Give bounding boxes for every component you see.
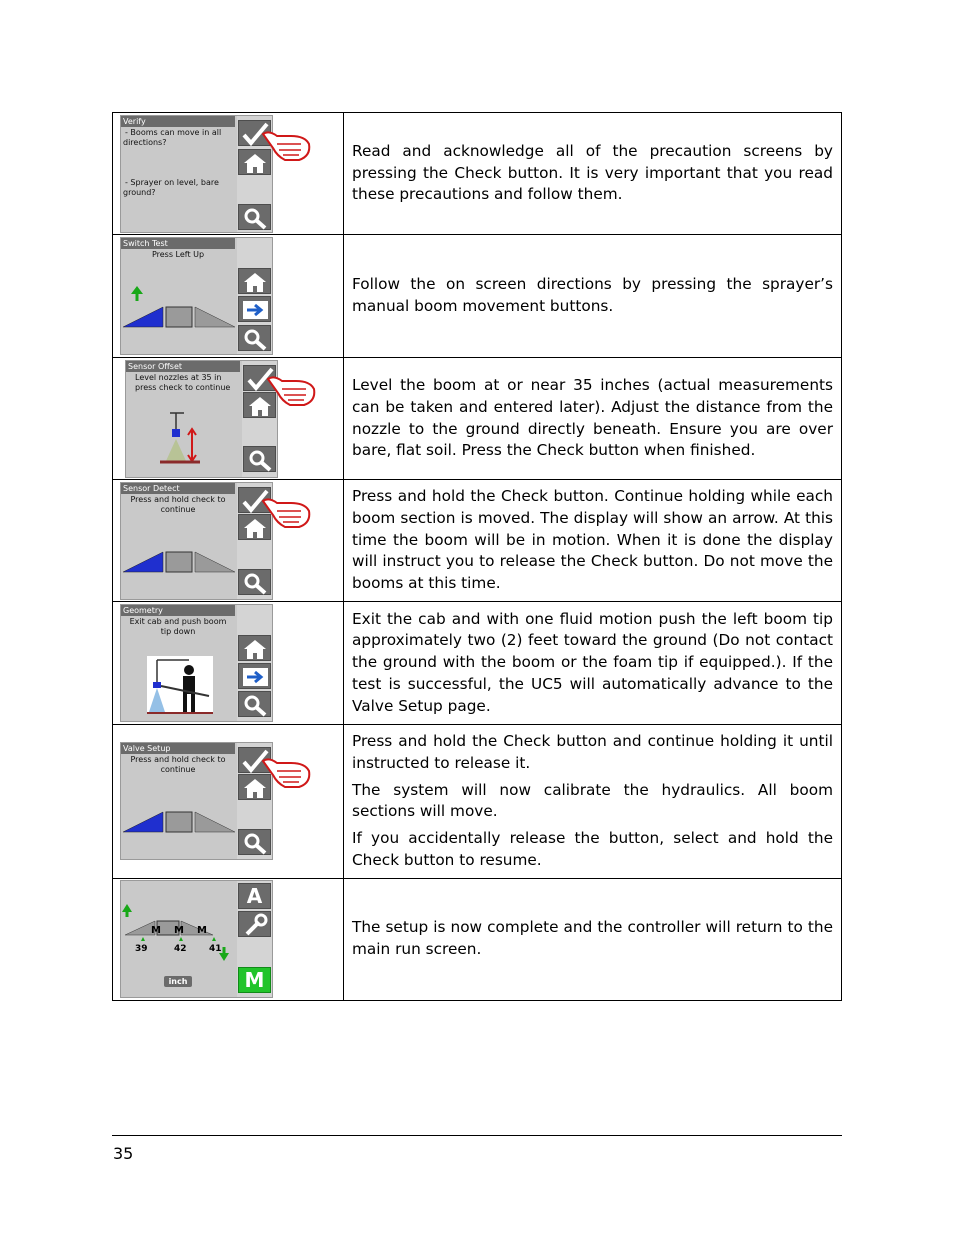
home-button[interactable] [238,635,271,661]
instruction-text: Press and hold the Check button and continue holding it until instructed to release it. The system will now calibrate the hydraulics. All boom sections will move. If you accidentally release the button, select and hold the Check button to resume. [344,725,842,879]
table-row [113,725,842,879]
right-boom [195,307,235,327]
pointing-hand-icon [261,753,313,791]
instruction-text: Follow the on screen directions by pressing the sprayer’s manual boom movement buttons. [344,235,842,358]
valve-setup-screen [120,742,273,860]
sensor-offset-screen [125,360,278,478]
arrow-right-icon [239,297,272,323]
magnifier-icon [239,830,272,856]
screen-sidebar [237,605,272,721]
wrench-icon [239,912,272,938]
screen-image-cell [113,235,344,358]
switch-test-screen [120,237,273,355]
magnifier-icon [239,570,272,596]
screen-image-cell [113,878,344,1000]
screen-title: Verify [121,116,235,127]
table-row [113,602,842,725]
screen-image-cell [113,113,344,235]
instruction-text: Read and acknowledge all of the precaution screens by pressing the Check button. It is very important that you read these precautions and follow them. [344,113,842,235]
instruction-table [112,112,842,1001]
page-number: 35 [113,1144,134,1163]
pointing-hand-icon [266,371,318,409]
manual-mode-button[interactable]: M [238,967,271,993]
next-button[interactable] [238,296,271,322]
table-row [113,358,842,480]
push-boom-diagram [147,656,213,714]
table-row [113,235,842,358]
center-boom [166,552,192,572]
instruction-text: Level the boom at or near 35 inches (actual measurements can be taken and entered later). Adjust the distance from the nozzle to the ground directly beneath. Ensure you are over bare, flat soil. Press the Check button when finished. [344,358,842,480]
down-arrow-icon [219,953,229,961]
table-row [113,878,842,1000]
right-boom [195,552,235,572]
auto-mode-button[interactable]: A [238,883,271,909]
screen-sidebar [237,881,272,997]
screen-sidebar [237,238,272,354]
screen-image-cell [113,602,344,725]
unit-badge[interactable]: inch [164,976,192,987]
section-label: M [197,925,207,937]
screen-title: Valve Setup [121,743,235,754]
footer-rule [112,1135,842,1136]
home-icon [239,636,272,662]
search-button[interactable] [238,829,271,855]
pointing-hand-icon [261,493,313,531]
section-label: M [174,925,184,937]
home-icon [239,269,272,295]
screen-message: Press and hold check to continue [130,494,226,514]
height-readout: 39 [135,944,148,955]
left-boom [123,307,163,327]
search-button[interactable] [243,446,276,472]
section-label: M [151,925,161,937]
magnifier-icon [239,326,272,352]
screen-image-cell [113,480,344,602]
sensor-detect-screen [120,482,273,600]
instruction-text: Exit the cab and with one fluid motion push the left boom tip approximately two (2) feet toward the ground (Do not contact the ground with the boom or the foam tip if equipped.). If the test is successful, the UC5 will automatically advance to the Valve Setup page. [344,602,842,725]
screen-message: - Booms can move in all directions? - Sprayer on level, bare ground? [123,127,222,197]
height-readout: 42 [174,944,187,955]
screen-title: Geometry [121,605,235,616]
search-button[interactable] [238,691,271,717]
pointing-hand-icon [261,126,313,164]
instruction-text: Press and hold the Check button. Continue holding while each boom section is moved. The display will show an arrow. At this time the boom will be in motion. When it is done the display will instruct you to release the Check button. Do not move the booms at this time. [344,480,842,602]
search-button[interactable] [238,325,271,351]
boom-diagram [121,283,236,329]
up-arrow-icon [122,904,132,912]
main-run-screen [120,880,273,998]
screen-message: Press Left Up [151,250,205,259]
nozzle-height-diagram [156,411,226,466]
geometry-screen [120,604,273,722]
table-row [113,113,842,235]
height-readout: 41 [209,944,222,955]
boom-diagram [121,788,236,834]
search-button[interactable] [238,204,271,230]
verify-screen [120,115,273,233]
screen-message: Level nozzles at 35 in press check to continue [135,372,231,392]
magnifier-icon [239,692,272,718]
screen-message: Press and hold check to continue [130,755,226,775]
magnifier-icon [239,205,272,231]
arrow-right-icon [239,664,272,690]
search-button[interactable] [238,569,271,595]
right-boom [195,812,235,832]
table-row [113,480,842,602]
next-button[interactable] [238,663,271,689]
screen-image-cell [113,725,344,879]
screen-image-cell [113,358,344,480]
left-boom [123,812,163,832]
screen-title: Switch Test [121,238,235,249]
home-button[interactable] [238,268,271,294]
up-arrow-icon [131,286,143,294]
instruction-text: The setup is now complete and the controller will return to the main run screen. [344,878,842,1000]
boom-diagram [121,528,236,574]
left-boom [123,552,163,572]
center-boom [166,307,192,327]
magnifier-icon [244,447,277,473]
screen-title: Sensor Detect [121,483,235,494]
settings-button[interactable] [238,911,271,937]
center-boom [166,812,192,832]
screen-message: Exit cab and push boom tip down [129,617,227,636]
screen-title: Sensor Offset [126,361,240,372]
